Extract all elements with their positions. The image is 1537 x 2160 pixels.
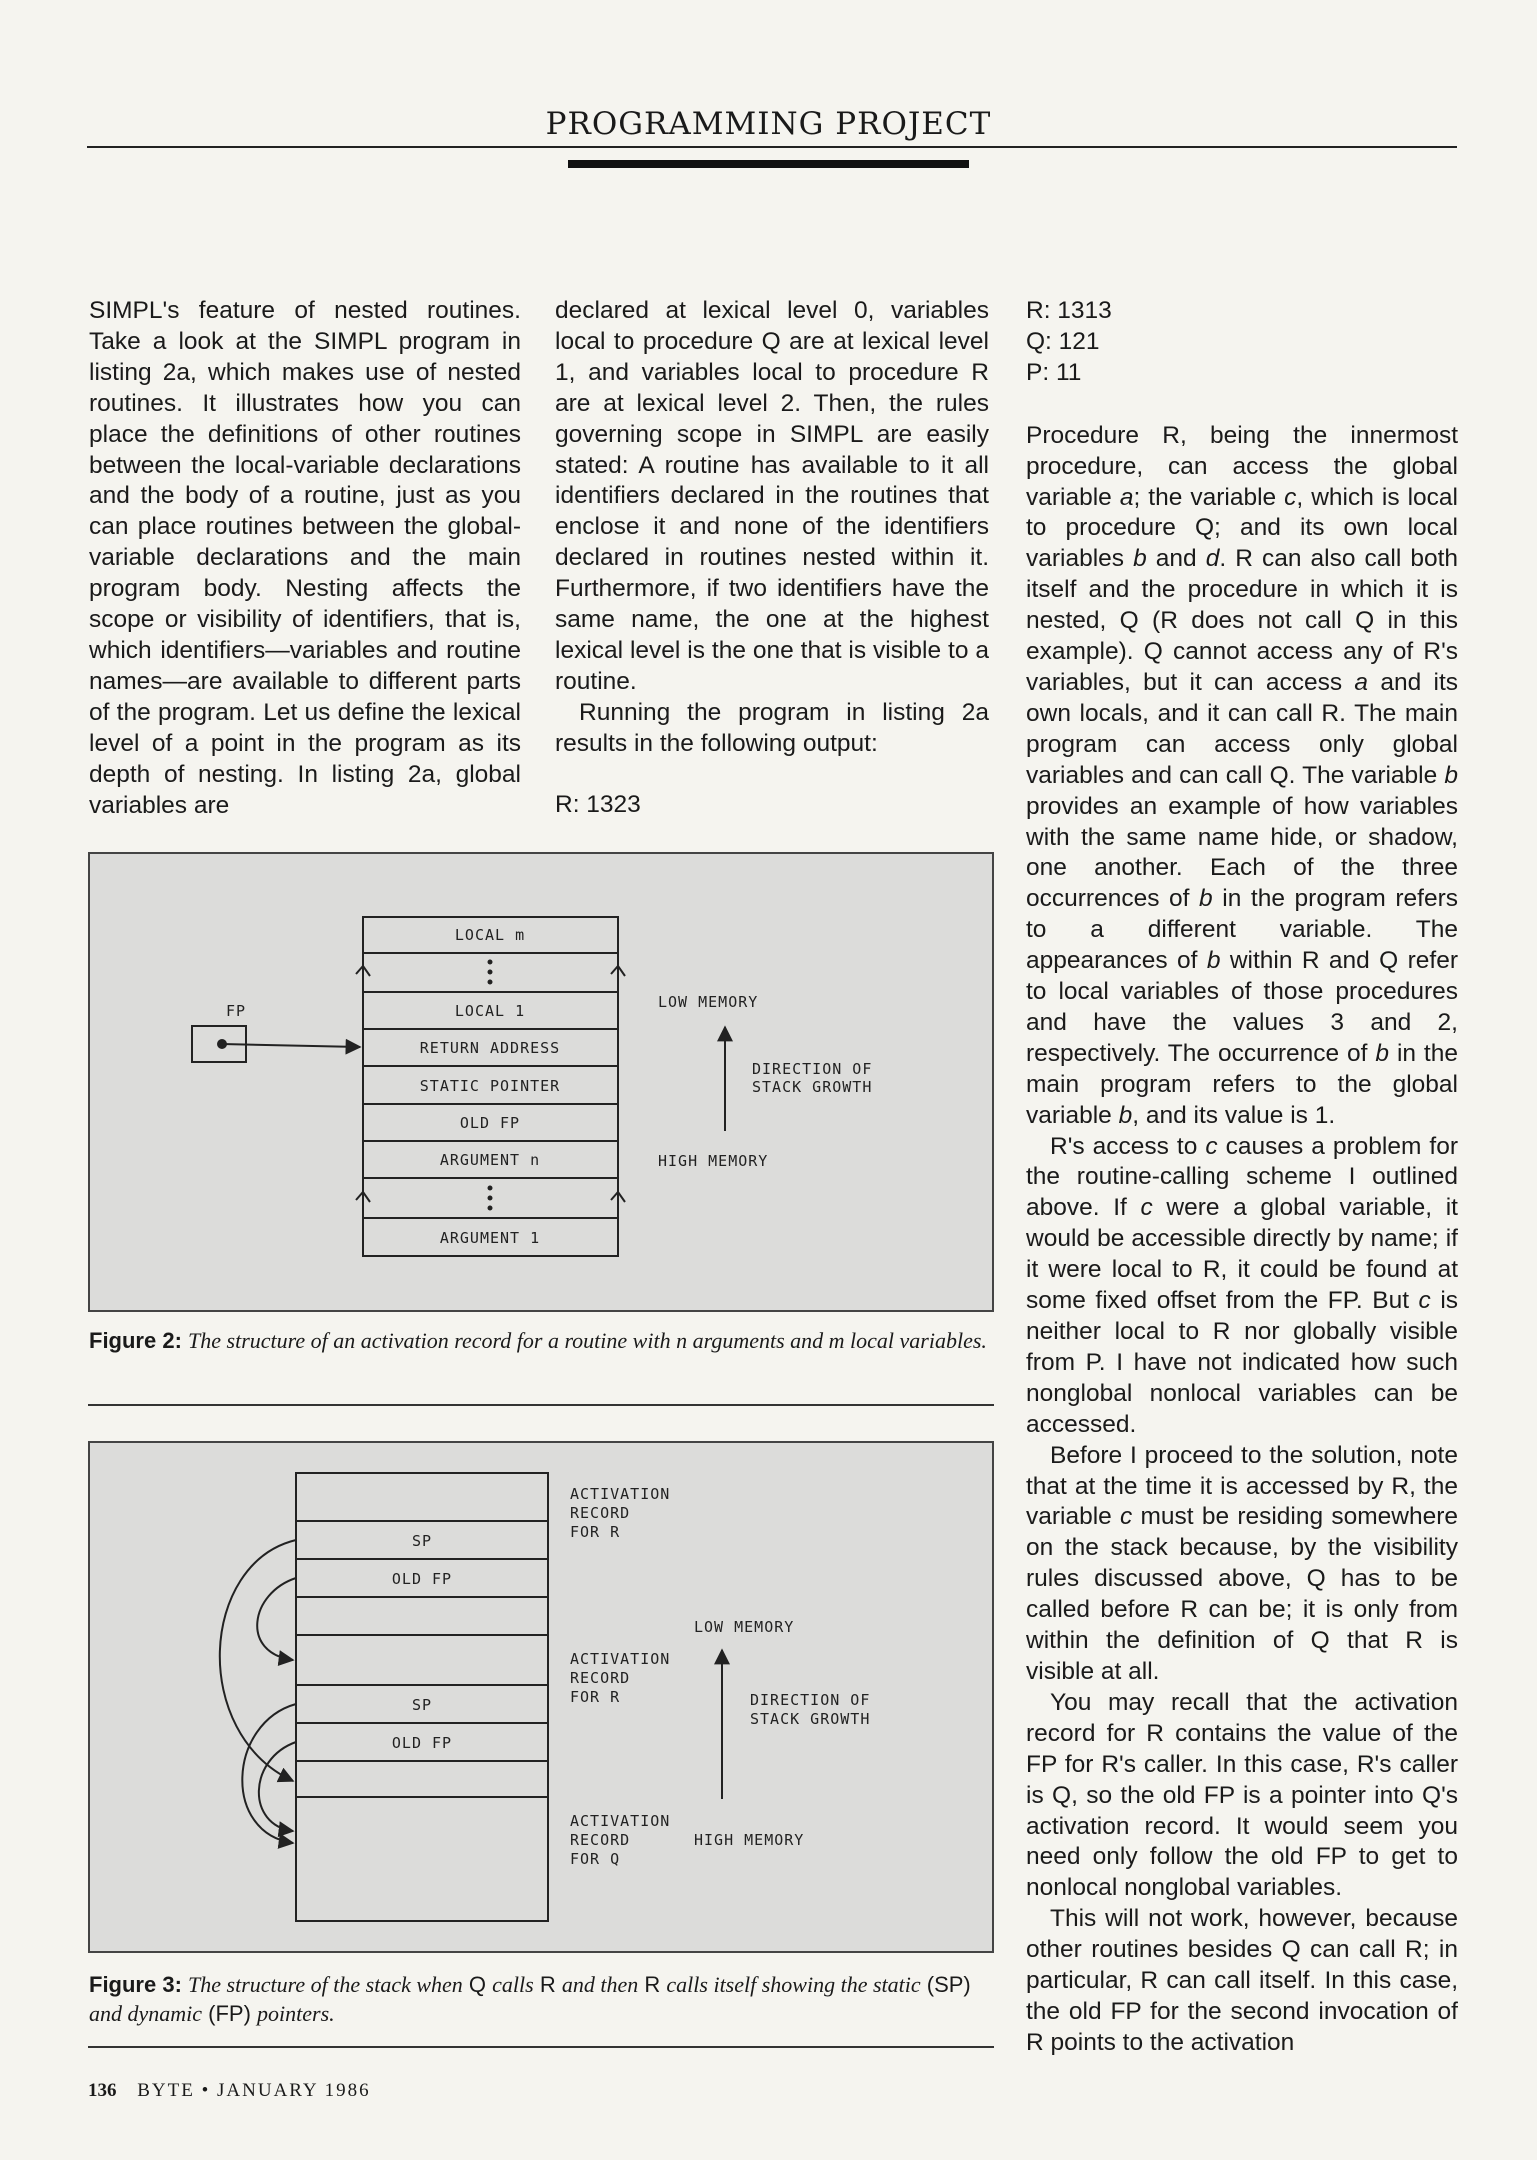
direction-label-line2: STACK GROWTH xyxy=(752,1078,873,1096)
record-label: RECORD xyxy=(570,1504,631,1522)
record-label-for-r: FOR R xyxy=(570,1688,621,1706)
dynamic-pointer-arc xyxy=(257,1578,296,1660)
caption-rule xyxy=(88,1404,994,1406)
static-pointer-arc xyxy=(220,1540,296,1781)
program-output: R: 1323 xyxy=(555,790,641,818)
record-label-for-r: FOR R xyxy=(570,1523,621,1541)
low-memory-label: LOW MEMORY xyxy=(658,993,759,1011)
old-fp-label: OLD FP xyxy=(391,1734,453,1752)
fp-label: FP xyxy=(226,1002,247,1020)
paragraph: Procedure R, being the innermost procedure, can access the global variable a; the variable c, which is local to procedure Q; and its own local variables b and d. R can also call both itself and the procedure in which it is nested, Q (R does not call Q in this example). Q cannot access any of R's variables, but it can access a and its own locals, and it can call R. The main program can access only global variables and can call Q. The variable b provides an example of how variables with the same name hide, or shadow, one another. Each of the three occurrences of b in the program refers to a different variable. The appearances of b within R and Q refer to local variables of those procedures and have the values 3 and 2, respectively. The occurrence of b in the main program refers to the global variable b, and its value is 1. xyxy=(1026,421,1459,1129)
issue-date: JANUARY 1986 xyxy=(217,2080,371,2101)
label-return-address: RETURN ADDRESS xyxy=(419,1039,561,1057)
output-line: R: 1313 xyxy=(1026,297,1112,324)
magazine-name: BYTE xyxy=(137,2080,195,2101)
label-static-pointer: STATIC POINTER xyxy=(419,1077,561,1095)
label-local-1: LOCAL 1 xyxy=(454,1002,526,1020)
paragraph: SIMPL's feature of nested routines. Take a look at the SIMPL program in listing 2a, which makes use of nested routines. It illustrates how you can place the definitions of other routines between the local-variable declarations and the body of a routine, just as you can place routines between the global-variable declarations and the main program body. Nesting affects the scope or visibility of identifiers, that is, which identifiers—variables and routine names—are available to different parts of the program. Let us define the lexical level of a point in the program as its depth of nesting. In listing 2a, global variables are xyxy=(89,297,521,819)
high-memory-label: HIGH MEMORY xyxy=(658,1152,769,1170)
direction-label-line2: STACK GROWTH xyxy=(750,1710,871,1728)
label-old-fp: OLD FP xyxy=(459,1114,521,1132)
column-3 xyxy=(1026,296,1458,2059)
stack-cell xyxy=(296,1797,548,1921)
record-label: ACTIVATION xyxy=(570,1485,671,1503)
fp-pointer-arrow xyxy=(222,1044,360,1047)
paragraph: R's access to c causes a problem for the routine-calling scheme I outlined above. If c were a global variable, it would be accessible directly by name; if it were local to R, it could be found at some fixed offset from the FP. But c is neither local to R nor globally visible from P. I have not indicated how such nonglobal nonlocal variables can be accessed. xyxy=(1026,1132,1459,1438)
paragraph: Before I proceed to the solution, note that at the time it is accessed by R, the variable c must be residing somewhere on the stack because, by the visibility rules discussed above, Q has to be called before R can be; it is only from within the definition of Q that R is visible at all. xyxy=(1026,1441,1458,1685)
figure-2-caption: Figure 2: The structure of an activation record for a routine with n arguments and m local variables. xyxy=(89,1328,987,1353)
direction-label-line1: DIRECTION OF xyxy=(750,1691,871,1709)
label-local-m: LOCAL m xyxy=(454,926,526,944)
stack-cell xyxy=(296,1473,548,1521)
paragraph: You may recall that the activation record for R contains the value of the FP for R's caller. In this case, R's caller is Q, so the old FP is a pointer into Q's activation record. It would seem you need only follow the old FP to get to nonlocal nonglobal variables. xyxy=(1026,1688,1458,1902)
program-output xyxy=(1026,296,1458,389)
dynamic-pointer-arc xyxy=(259,1742,296,1831)
old-fp-label: OLD FP xyxy=(391,1570,453,1588)
caption-rule xyxy=(88,2046,994,2048)
header-bar xyxy=(568,160,969,168)
column-1 xyxy=(89,296,521,821)
record-label: ACTIVATION xyxy=(570,1650,671,1668)
record-label: RECORD xyxy=(570,1831,631,1849)
page-number: 136 xyxy=(88,2080,117,2101)
figure-2-diagram xyxy=(88,852,994,1312)
running-header: PROGRAMMING PROJECT xyxy=(545,106,992,142)
direction-label-line1: DIRECTION OF xyxy=(752,1060,873,1078)
footer-bullet: • xyxy=(201,2080,211,2101)
high-memory-label: HIGH MEMORY xyxy=(694,1831,805,1849)
label-argument-1: ARGUMENT 1 xyxy=(439,1229,541,1247)
column-2 xyxy=(555,296,989,821)
figure-3-diagram xyxy=(88,1441,994,1953)
paragraph: This will not work, however, because other routines besides Q can call R; in particular, R can call itself. In this case, the old FP for the second invocation of R points to the activation xyxy=(1026,1905,1458,2056)
header-rule xyxy=(87,146,1457,148)
stack-cell xyxy=(296,1761,548,1797)
stack-cell xyxy=(296,1597,548,1635)
record-label-for-q: FOR Q xyxy=(570,1850,621,1868)
static-pointer-arc xyxy=(242,1704,296,1843)
low-memory-label: LOW MEMORY xyxy=(694,1618,795,1636)
output-line: Q: 121 xyxy=(1026,327,1100,355)
record-label: ACTIVATION xyxy=(570,1812,671,1830)
label-argument-n: ARGUMENT n xyxy=(439,1151,541,1169)
sp-label: SP xyxy=(411,1696,433,1714)
paragraph: Running the program in listing 2a results in the following output: xyxy=(555,698,989,757)
record-label: RECORD xyxy=(570,1669,631,1687)
sp-label: SP xyxy=(411,1532,433,1550)
output-line: P: 11 xyxy=(1026,358,1082,386)
paragraph: declared at lexical level 0, variables local to procedure Q are at lexical level 1, and variables local to procedure R are at lexical level 2. Then, the rules governing scope in SIMPL are easily stated: A routine has available to it all identifiers declared in the routines that enclose it and none of the identifiers declared in routines nested within it. Furthermore, if two identifiers have the same name, the one at the highest lexical level is the one that is visible to a routine. xyxy=(555,297,989,695)
stack-cell xyxy=(296,1635,548,1685)
page-footer xyxy=(88,2080,371,2102)
figure-3-caption: Figure 3: The structure of the stack when Q calls R and then R calls itself showing the static (SP) and dynamic (FP) pointers. xyxy=(89,1972,971,2026)
